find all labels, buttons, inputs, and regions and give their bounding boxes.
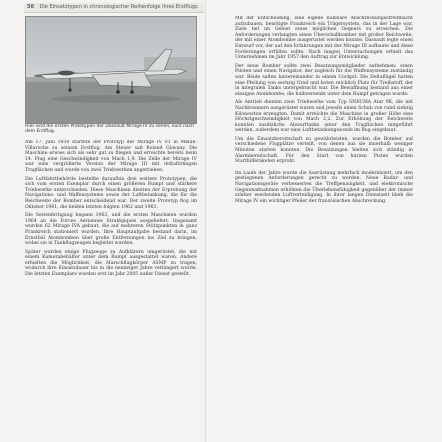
paragraph: Um die Einsatzbereitschaft zu gewährleisten, wurden die Bomber auf verschiedene Flugplätze verteilt, von denen aus sie innerhalb weniger Minuten starten konnten. Die Besatzungen hielten sich ständig in Alarmbereitschaft. Für den Start von kurzen Pisten wurden Starthilferaketen erprobt. <box>235 136 413 165</box>
aircraft-photo <box>25 16 197 124</box>
column-divider <box>205 0 206 442</box>
running-header <box>24 3 204 13</box>
running-title: Die Einsatztypen in chronologischer Reihenfolge ihres Erstflugs <box>39 4 198 10</box>
left-text-column <box>25 140 197 436</box>
paragraph: Im Laufe der Jahre wurde die Ausrüstung mehrfach modernisiert, um den gestiegenen Anforderungen gerecht zu werden. Neue Radar- und Navigationsgeräte verbesserten die Treffgenauigkeit, und elektronische Gegenmaßnahmen erhöhten die Überlebensfähigkeit gegenüber der immer stärker werdenden Luftverteidigung. In ihrer langen Dienstzeit blieb die Mirage IV ein wichtiger Pfeiler der französischen Abschreckung. <box>235 170 413 204</box>
paragraph: Als Antrieb dienten zwei Triebwerke vom Typ SNECMA Atar 9K, die mit Nachbrennern ausgerüstet waren und jeweils einen Schub von rund siebzig Kilonewton erzeugten. Damit erreichte die Maschine in großer Höhe eine Höchstgeschwindigkeit von Mach 2,2. Zur Erhöhung der Reichweite konnten zusätzliche Abwurftanks unter den Tragflächen mitgeführt werden, außerdem war eine Luftbetankungssonde im Bug eingebaut. <box>235 100 413 134</box>
page-number: 50 <box>27 4 34 10</box>
paragraph: Die Luftfahrtbehörde bestellte daraufhin drei weitere Prototypen, die sich vom ersten Exemplar durch einen größeren Rumpf und stärkere Triebwerke unterschieden. Diese Maschinen dienten der Erprobung der Navigations- und Waffensysteme sowie der Luftbetankung, die für die Reichweite der Bomber entscheidend war. Der zweite Prototyp flog im Oktober 1961, die beiden letzten folgten 1962 und 1963. <box>25 176 197 210</box>
paragraph: Der neue Bomber sollte zwei Besatzungsmitglieder aufnehmen: einen Piloten und einen Navigator, der zugleich für die Waffensysteme zuständig war. Beide saßen hintereinander in einem Cockpit. Die Deltaflügel hatten eine Pfeilung von sechzig Grad und boten reichlich Platz für Treibstoff, der in integralen Tanks untergebracht war. Die Bewaffnung bestand aus einer einzigen Atombombe, die halbversenkt unter dem Rumpf getragen wurde. <box>235 63 413 97</box>
paragraph: Die Serienfertigung begann 1963, und die ersten Maschinen wurden 1964 an die Forces Aériennes Stratégiques ausgeliefert. Insgesamt wurden 62 Mirage IVA gebaut, die auf mehreren Stützpunkten in ganz Frankreich stationiert wurden. Ihre Hauptaufgabe bestand darin, im Ernstfall Atombomben über große Entfernungen ins Ziel zu bringen, wobei sie in Tankflugzeugen begleitet wurden. <box>25 213 197 247</box>
paragraph: Am 17. Juni 1959 startete der Prototyp der Mirage IV 01 in Melun-Villaroche zu seinem Erstflug. Am Steuer saß Roland Glavany. Die Maschine erwies sich als sehr gut zu fliegen und erreichte bereits beim 14. Flug eine Geschwindigkeit von Mach 1,9. Die Zelle der Mirage IV war eine vergrößerte Version der Mirage III mit deltaförmigen Tragflächen und wurde von zwei Triebwerken angetrieben. <box>25 140 197 173</box>
paragraph: Mit der Entscheidung, eine eigene nukleare Abschreckungsstreitmacht aufzubauen, benötigte Frankreich ein Trägersystem, das in der Lage war, Ziele tief im Gebiet eines möglichen Gegners zu erreichen. Die Anforderungen verlangten einen Überschallbomber mit großer Reichweite, der mit einer Atombombe ausgerüstet werden konnte. Dassault legte einen Entwurf vor, der auf den Erfahrungen mit der Mirage III aufbaute und diese Forderungen erfüllen sollte. Nach langen Untersuchungen erhielt das Unternehmen im Jahr 1957 den Auftrag zur Entwicklung. <box>235 16 413 61</box>
aircraft-photo-illustration <box>26 17 196 123</box>
right-text-column <box>235 16 413 436</box>
paragraph: Später wurden einige Flugzeuge zu Aufklärern umgerüstet, die mit einem Kamerabehälter unter dem Rumpf ausgestattet waren. Andere erhielten die Möglichkeit, die Marschflugkörper ASMP zu tragen, wodurch ihre Einsatzdauer bis in die neunziger Jahre verlängert wurde. Die letzten Exemplare wurden erst im Jahr 2005 außer Dienst gestellt. <box>25 249 197 278</box>
figure-caption: Hier sind die ersten Prototypen der Dassault Mirage IV zu sehen, kurz nach dem Erstflug. <box>25 124 194 134</box>
